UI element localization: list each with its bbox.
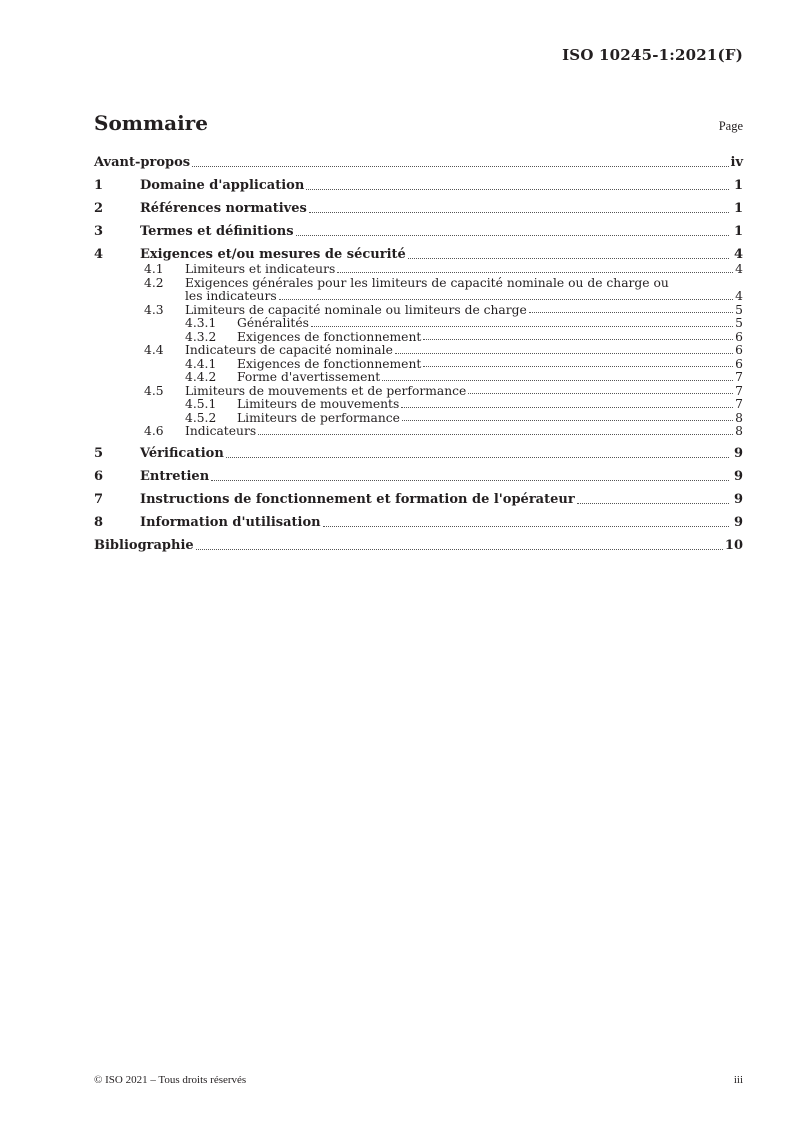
toc-entry-label: Instructions de fonctionnement et formation de l'opérateur: [140, 491, 575, 507]
leader-dots: [306, 189, 729, 190]
leader-dots: [258, 434, 733, 435]
toc-entry-page: 7: [735, 370, 743, 384]
toc-entry-label-continued: les indicateurs: [185, 289, 277, 303]
toc-entry-6[interactable]: [94, 462, 743, 485]
toc-entry-number: 4.5.1: [185, 397, 217, 411]
toc-entry-page: 1: [733, 224, 743, 239]
toc-entry-number: 4.3.1: [185, 316, 217, 330]
toc-entry-7[interactable]: [94, 485, 743, 508]
toc-entry-bibliographie[interactable]: [94, 531, 743, 554]
toc-entry-label: Limiteurs de performance: [237, 410, 400, 425]
leader-dots: [337, 272, 733, 273]
toc-entry-page: 4: [733, 247, 743, 262]
toc-entry-page: 7: [735, 383, 743, 398]
toc-entry-4-4-2[interactable]: [94, 371, 743, 385]
toc-entry-label: Entretien: [140, 468, 210, 484]
toc-entry-page: iv: [730, 155, 743, 170]
toc-entry-number: 4.5.2: [185, 410, 217, 425]
toc-title: Sommaire: [94, 111, 208, 135]
toc-entry-5[interactable]: [94, 439, 743, 462]
toc-entry-label: Références normatives: [140, 201, 307, 216]
leader-dots: [468, 393, 733, 394]
toc-entry-label: Vérification: [140, 445, 224, 461]
toc-entry-number: 4.5: [144, 383, 164, 398]
toc-entry-label: Limiteurs de mouvements: [237, 397, 400, 411]
toc-entry-number: 4.3.2: [185, 329, 217, 344]
toc-entry-4-2-line2[interactable]: [94, 290, 743, 304]
toc-entry-page: 7: [735, 397, 743, 411]
toc-entry-page: 9: [733, 468, 743, 484]
leader-dots: [311, 326, 733, 327]
toc-entry-page: 10: [724, 537, 743, 553]
toc-entry-label: Bibliographie: [94, 537, 194, 553]
toc-entry-4-5[interactable]: [94, 385, 743, 399]
toc-entry-number: 4.3: [144, 302, 164, 317]
toc-entry-label: Indicateurs: [185, 424, 257, 438]
leader-dots: [192, 166, 728, 167]
toc-entry-4-1[interactable]: [94, 263, 743, 277]
toc-entry-number: 5: [94, 445, 104, 461]
toc-entry-avant-propos[interactable]: [94, 154, 743, 171]
toc-entry-number: 1: [94, 178, 104, 193]
leader-dots: [279, 299, 734, 300]
toc-entry-8[interactable]: [94, 508, 743, 531]
toc-entry-page: 8: [735, 424, 743, 438]
toc-entry-page: 1: [733, 201, 743, 216]
toc-entry-4-6[interactable]: [94, 425, 743, 439]
toc-entry-4[interactable]: [94, 240, 743, 263]
toc-entry-4-4[interactable]: [94, 344, 743, 358]
leader-dots: [408, 258, 729, 259]
toc-entry-page: 5: [735, 316, 743, 330]
toc-entry-page: 6: [735, 356, 743, 371]
table-of-contents: [94, 154, 743, 554]
toc-entry-label: Forme d'avertissement: [237, 370, 381, 384]
toc-entry-page: 1: [733, 178, 743, 193]
toc-entry-page: 4: [735, 262, 743, 276]
toc-entry-label: Domaine d'application: [140, 178, 305, 193]
toc-entry-page: 9: [733, 491, 743, 507]
leader-dots: [196, 549, 723, 550]
leader-dots: [382, 380, 733, 381]
footer-page-number: iii: [733, 1074, 743, 1086]
toc-entry-label: Avant-propos: [94, 155, 191, 170]
toc-entry-4-4-1[interactable]: [94, 358, 743, 372]
footer-copyright: © ISO 2021 – Tous droits réservés: [94, 1074, 247, 1086]
toc-entry-label: Indicateurs de capacité nominale: [185, 343, 393, 357]
leader-dots: [211, 480, 729, 481]
toc-entry-4-5-2[interactable]: [94, 412, 743, 426]
toc-entry-label: Généralités: [237, 316, 309, 330]
toc-entry-number: 2: [94, 201, 104, 216]
leader-dots: [323, 526, 729, 527]
toc-entry-number: 4.1: [144, 262, 164, 276]
toc-entry-number: 8: [94, 514, 104, 530]
leader-dots: [401, 407, 733, 408]
toc-entry-label: Information d'utilisation: [140, 514, 321, 530]
toc-entry-number: 4.4: [144, 343, 164, 357]
toc-entry-label: Exigences et/ou mesures de sécurité: [140, 247, 406, 262]
toc-entry-label: Exigences de fonctionnement: [237, 329, 422, 344]
toc-entry-label: Termes et définitions: [140, 224, 294, 239]
leader-dots: [529, 312, 733, 313]
toc-entry-label: Limiteurs de mouvements et de performance: [185, 383, 467, 398]
document-reference: ISO 10245-1:2021(F): [562, 46, 743, 64]
toc-entry-label: Exigences générales pour les limiteurs de capacité nominale ou de charge ou: [185, 275, 669, 290]
leader-dots: [423, 366, 733, 367]
toc-entry-number: 4.4.1: [185, 356, 217, 371]
toc-entry-page: 8: [735, 410, 743, 425]
toc-entry-number: 4: [94, 247, 104, 262]
leader-dots: [395, 353, 733, 354]
toc-entry-page: 6: [735, 343, 743, 357]
leader-dots: [577, 503, 729, 504]
page-column-label: Page: [718, 119, 743, 133]
toc-entry-number: 6: [94, 468, 104, 484]
leader-dots: [423, 339, 733, 340]
toc-entry-number: 4.4.2: [185, 370, 217, 384]
toc-entry-label: Limiteurs de capacité nominale ou limiteurs de charge: [185, 302, 527, 317]
toc-entry-4-3-1[interactable]: [94, 317, 743, 331]
toc-entry-page: 9: [733, 514, 743, 530]
toc-entry-page: 4: [735, 289, 743, 303]
toc-entry-2[interactable]: [94, 194, 743, 217]
toc-entry-page: 6: [735, 329, 743, 344]
leader-dots: [309, 212, 729, 213]
toc-entry-number: 7: [94, 491, 104, 507]
toc-entry-4-3-2[interactable]: [94, 331, 743, 345]
toc-entry-4-3[interactable]: [94, 304, 743, 318]
toc-entry-number: 4.6: [144, 424, 164, 438]
toc-entry-label: Exigences de fonctionnement: [237, 356, 422, 371]
toc-entry-number: 4.2: [144, 275, 164, 290]
toc-entry-page: 5: [735, 302, 743, 317]
toc-entry-page: 9: [733, 445, 743, 461]
leader-dots: [296, 235, 729, 236]
toc-entry-number: 3: [94, 224, 104, 239]
toc-entry-4-2-line1[interactable]: [94, 277, 743, 291]
leader-dots: [226, 457, 729, 458]
leader-dots: [402, 420, 733, 421]
toc-entry-4-5-1[interactable]: [94, 398, 743, 412]
toc-entry-label: Limiteurs et indicateurs: [185, 262, 336, 276]
toc-entry-3[interactable]: [94, 217, 743, 240]
toc-entry-1[interactable]: [94, 171, 743, 194]
